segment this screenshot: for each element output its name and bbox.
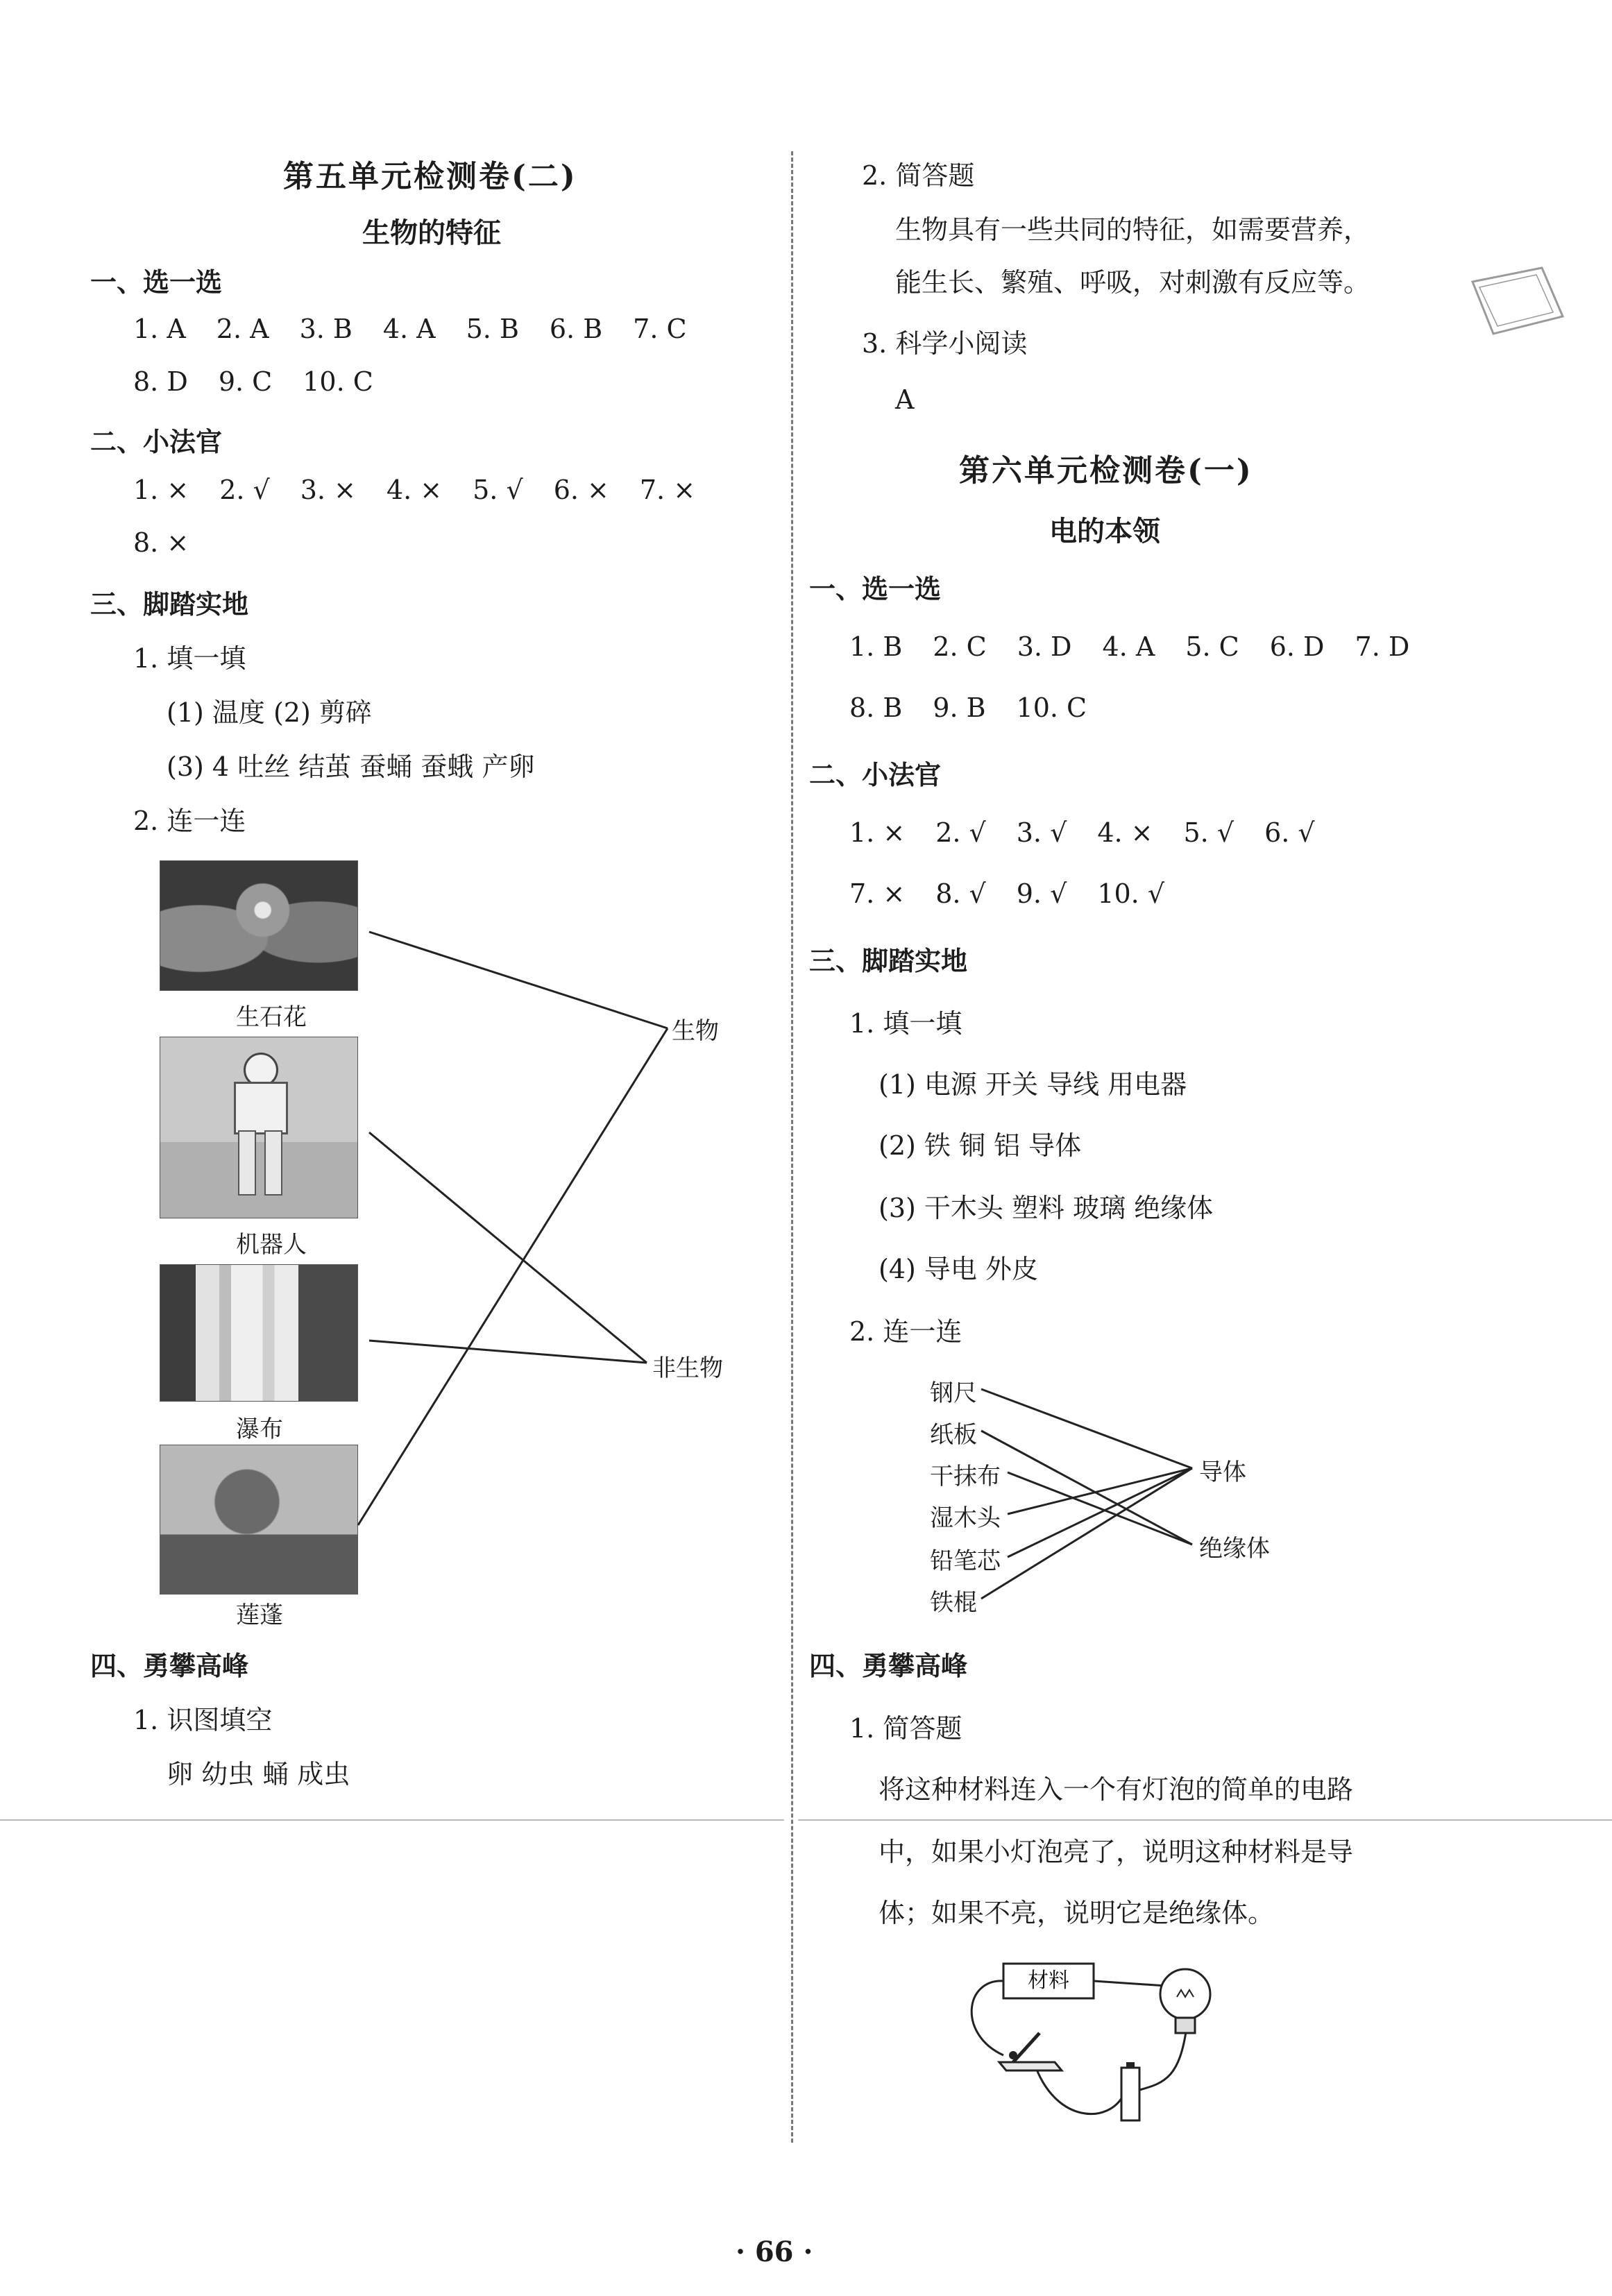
unit6-title: 第六单元检测卷(一) [959,453,1253,488]
item-cardboard: 纸板 [930,1421,977,1449]
line-wetwood-conductor [1008,1468,1192,1514]
l-s3-q1b: (3) 4 吐丝 结茧 蚕蛹 蚕蛾 产卵 [167,751,535,782]
answer: 9. B [933,692,986,723]
page-number: · 66 · [736,2236,813,2268]
r-s3-l3: (3) 干木头 塑料 玻璃 绝缘体 [879,1193,1214,1223]
r-s3-l1: (1) 电源 开关 导线 用电器 [879,1069,1187,1100]
item-pencil-lead: 铅笔芯 [930,1547,1001,1575]
target-insulator: 绝缘体 [1199,1535,1270,1563]
answer: 4. × [1097,817,1153,848]
line-steel-conductor [981,1389,1192,1468]
wire-right [1139,2027,1187,2090]
answer: 1. × [133,475,189,505]
r-q3: 3. 科学小阅读 [862,328,1028,359]
answer: 6. D [1269,631,1325,662]
answer: 2. A [216,314,269,344]
caption-living-stone: 生石花 [236,1003,307,1031]
r-q2b: 能生长、繁殖、呼吸，对刺激有反应等。 [895,267,1371,298]
r-s4-p1: 将这种材料连入一个有灯泡的简单的电路 [879,1774,1354,1805]
answer: 3. √ [1016,817,1067,848]
right-divider [798,1819,1612,1821]
item-dry-cloth: 干抹布 [930,1463,1001,1490]
l-s3-q2: 2. 连一连 [133,806,246,836]
answer: 9. √ [1016,878,1067,909]
l-s3-q1a: (1) 温度 (2) 剪碎 [167,697,372,728]
r-s1-heading: 一、选一选 [809,573,942,604]
answer: 6. B [549,314,603,344]
r-q2: 2. 简答题 [862,160,975,191]
answer: 6. × [553,475,609,505]
l-s3-q1: 1. 填一填 [133,643,246,674]
r-s3-q1: 1. 填一填 [849,1008,962,1039]
material-label: 材料 [1028,1968,1069,1993]
item-wet-wood: 湿木头 [930,1504,1001,1532]
answer: 3. × [300,475,356,505]
answer: 8. √ [935,878,986,909]
answer: 9. C [218,366,273,397]
answer: 7. × [849,878,906,909]
r-q2a: 生物具有一些共同的特征，如需要营养， [895,214,1371,245]
answer: 1. B [849,631,903,662]
answer: 10. C [303,366,373,397]
answer: 10. √ [1097,878,1165,909]
answer: 7. × [639,475,696,505]
l-s2-heading: 二、小法官 [90,426,223,457]
r-s3-l4: (4) 导电 外皮 [879,1254,1038,1284]
line-pencil-conductor [1008,1468,1192,1557]
l-s4-heading: 四、勇攀高峰 [90,1650,249,1681]
answer: 3. B [299,314,353,344]
answer: 10. C [1016,692,1087,723]
caption-lotus: 莲蓬 [236,1601,283,1629]
answer: 8. × [133,527,189,558]
caption-robot: 机器人 [236,1231,307,1259]
answer: 1. × [849,817,906,848]
answer: 5. C [1185,631,1239,662]
target-living: 生物 [672,1017,719,1045]
switch-icon [999,2033,1062,2070]
l-s4-answer: 卵 幼虫 蛹 成虫 [167,1759,350,1789]
l-s4-q1: 1. 识图填空 [133,1705,273,1735]
answer: 7. D [1355,631,1410,662]
l-s1-heading: 一、选一选 [90,266,223,298]
answer: 4. A [382,314,436,344]
wire-top [1094,1981,1166,1986]
answer: 2. √ [935,817,986,848]
l-s3-heading: 三、脚踏实地 [90,588,249,620]
answer: 3. D [1017,631,1072,662]
answer: 1. A [133,314,186,344]
answer: 5. √ [473,475,523,505]
target-conductor: 导体 [1199,1459,1246,1486]
wire-left [972,1981,1003,2055]
r-s3-heading: 三、脚踏实地 [809,945,968,976]
item-steel-ruler: 钢尺 [930,1379,977,1407]
circuit-diagram [958,1951,1249,2132]
answer: 7. C [633,314,687,344]
unit5-subtitle: 生物的特征 [362,216,501,249]
answer: 2. √ [219,475,270,505]
r-s4-p3: 体；如果不亮，说明它是绝缘体。 [879,1898,1275,1928]
target-nonliving: 非生物 [652,1354,723,1382]
unit6-subtitle: 电的本领 [1049,515,1160,547]
r-s4-q1: 1. 简答题 [849,1713,962,1744]
answer: 5. B [466,314,519,344]
battery-icon [1121,2062,1139,2120]
bulb-icon [1160,1969,1210,2033]
r-s4-heading: 四、勇攀高峰 [809,1650,968,1681]
answer: 8. D [133,366,188,397]
r-s3-q2: 2. 连一连 [849,1316,962,1347]
r-s3-l2: (2) 铁 铜 铝 导体 [879,1130,1082,1161]
line-cloth-insulator [1008,1472,1192,1545]
answer: 5. √ [1183,817,1235,848]
r-s2-heading: 二、小法官 [809,759,942,790]
unit5-title: 第五单元检测卷(二) [283,159,577,194]
answer: 4. × [386,475,443,505]
answer: 6. √ [1264,817,1315,848]
r-q3a: A [895,384,915,415]
caption-waterfall: 瀑布 [236,1415,283,1443]
answer: 2. C [933,631,987,662]
item-iron-rod: 铁棍 [930,1589,977,1617]
r-s4-p2: 中，如果小灯泡亮了，说明这种材料是导 [879,1837,1354,1867]
answer: 8. B [849,692,903,723]
answer: 4. A [1102,631,1155,662]
